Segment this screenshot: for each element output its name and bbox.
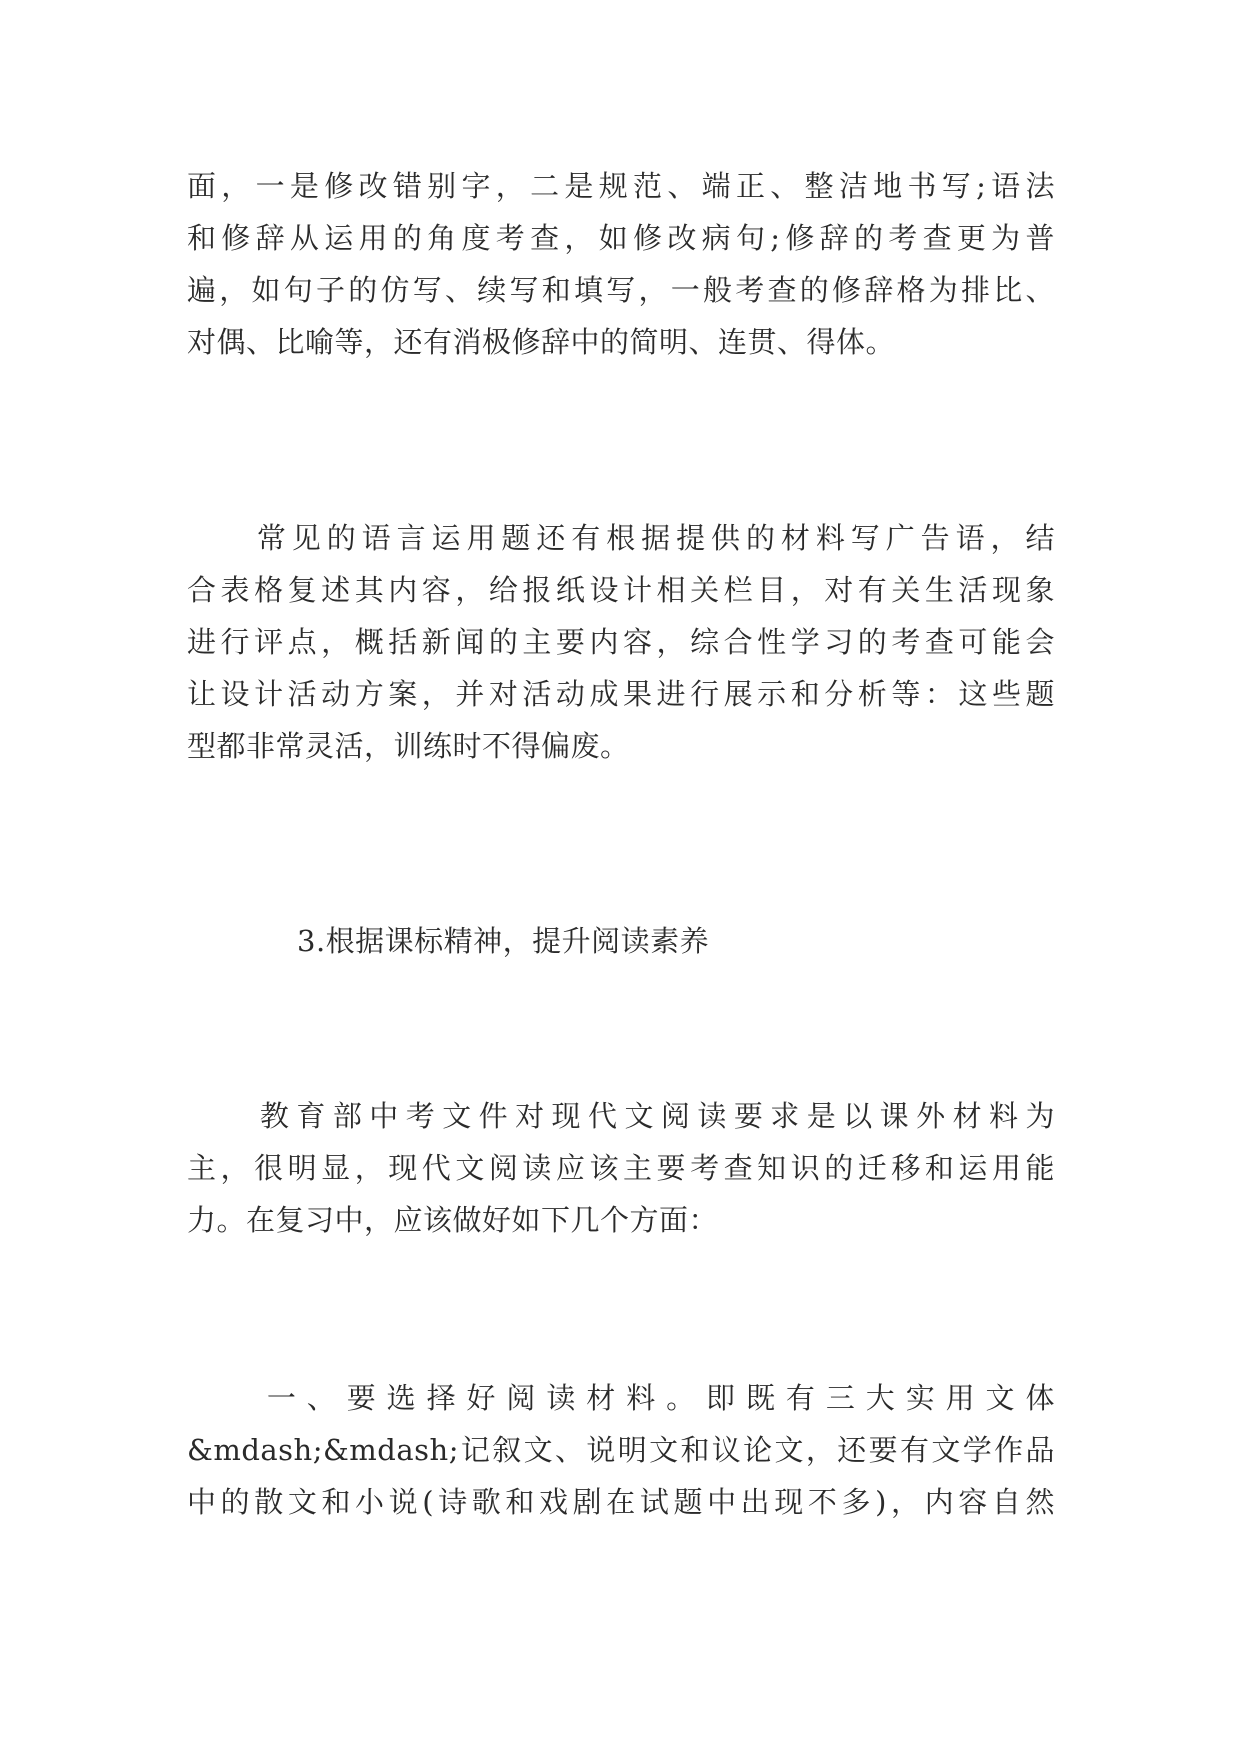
paragraph-line: 中的散文和小说(诗歌和戏剧在试题中出现不多)，内容自然 xyxy=(187,1485,1055,1519)
paragraph-line: 力。在复习中，应该做好如下几个方面： xyxy=(187,1203,719,1237)
section-heading: 3.根据课标精神，提升阅读素养 xyxy=(297,924,710,958)
paragraph-line: &mdash;&mdash;记叙文、说明文和议论文，还要有文学作品 xyxy=(187,1433,1055,1467)
paragraph-1 xyxy=(187,160,1055,368)
paragraph-line: 主，很明显，现代文阅读应该主要考查知识的迁移和运用能 xyxy=(187,1151,1055,1185)
paragraph-line: 型都非常灵活，训练时不得偏废。 xyxy=(187,729,630,763)
paragraph-line: 遍，如句子的仿写、续写和填写，一般考查的修辞格为排比、 xyxy=(187,273,1055,307)
paragraph-line: 面，一是修改错别字，二是规范、端正、整洁地书写;语法 xyxy=(187,169,1055,203)
paragraph-line: 让设计活动方案，并对活动成果进行展示和分析等：这些题 xyxy=(187,677,1055,711)
paragraph-line: 合表格复述其内容，给报纸设计相关栏目，对有关生活现象 xyxy=(187,573,1055,607)
paragraph-line: 对偶、比喻等，还有消极修辞中的简明、连贯、得体。 xyxy=(187,325,896,359)
paragraph-line: 进行评点，概括新闻的主要内容，综合性学习的考查可能会 xyxy=(187,625,1055,659)
paragraph-3 xyxy=(187,1090,1055,1246)
paragraph-line: 一、要选择好阅读材料。即既有三大实用文体 xyxy=(187,1381,1055,1415)
paragraph-2 xyxy=(187,512,1055,772)
paragraph-line: 教育部中考文件对现代文阅读要求是以课外材料为 xyxy=(187,1099,1055,1133)
paragraph-4 xyxy=(187,1372,1055,1528)
paragraph-line: 常见的语言运用题还有根据提供的材料写广告语，结 xyxy=(187,521,1055,555)
paragraph-line: 和修辞从运用的角度考查，如修改病句;修辞的考查更为普 xyxy=(187,221,1055,255)
